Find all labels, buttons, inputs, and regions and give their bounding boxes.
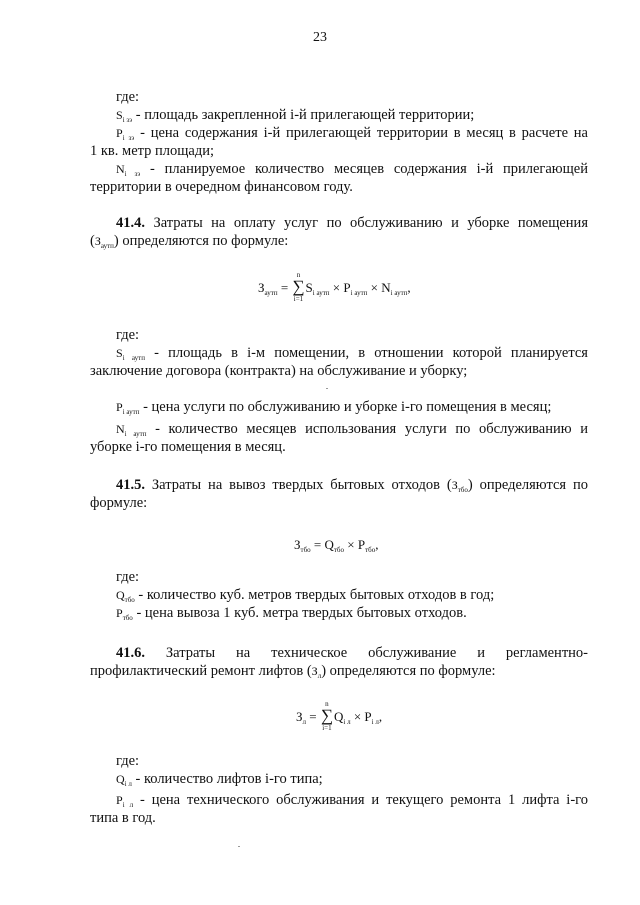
variable: $З_{аутп}$ (94, 234, 114, 250)
where-label: где: (116, 569, 140, 585)
definition-continuation: типа в год. (90, 810, 156, 826)
definition-line: $P_{i зэ}$ - цена содержания i-й прилегающей территории в месяц в расчете на (116, 125, 588, 142)
section-heading-continuation: формуле: (90, 495, 148, 511)
definition-line: $N_{i зэ}$ - планируемое количество месяцев содержания i-й прилегающей (116, 161, 588, 178)
variable: $N_{i зэ}$ (116, 162, 141, 178)
variable: $S_{i зэ}$ (116, 108, 133, 124)
sum-symbol: ∑ n i=1 (320, 700, 333, 732)
variable: $P_{i л}$ (116, 793, 134, 809)
formula: $З_{аутп}$ = ∑ n i=1 $S_{i аутп} \times P_{i аутп} \times N_{i аутп}$, (258, 271, 411, 303)
formula: $З_{тбо} = Q_{тбо} \times P_{тбо}$, (294, 537, 379, 554)
variable: $N_{i аутп}$ (116, 422, 147, 438)
where-label: где: (116, 753, 140, 769)
variable: $P_{i аутп}$ (116, 400, 140, 416)
variable: $P_{тбо}$ (116, 606, 133, 622)
definition-line: $N_{i аутп}$ - количество месяцев использования услуги по обслуживанию и (116, 421, 588, 438)
sum-symbol: ∑ n i=1 (292, 271, 305, 303)
scan-speck (326, 388, 328, 389)
scan-speck (238, 846, 240, 847)
variable: $P_{i зэ}$ (116, 126, 135, 142)
section-heading-continuation: $(З_{аутп})$ определяются по формуле: (90, 233, 289, 250)
definition-line: $P_{i аутп}$ - цена услуги по обслуживанию и уборке i-го помещения в месяц; (116, 399, 552, 416)
page-number: 23 (313, 30, 327, 45)
definition-line: $Q_{тбо}$ - количество куб. метров твердых бытовых отходов в год; (116, 587, 495, 604)
definition-continuation: 1 кв. метр площади; (90, 143, 215, 159)
definition-line: $S_{i зэ}$ - площадь закрепленной i-й прилегающей территории; (116, 107, 475, 124)
section-number: 41.4. (116, 215, 145, 231)
definition-line: $P_{i л}$ - цена технического обслуживания и текущего ремонта 1 лифта i-го (116, 792, 588, 809)
section-heading: 41.5. Затраты на вывоз твердых бытовых отходов $(З_{тбо})$ определяются по (116, 477, 588, 494)
where-label: где: (116, 327, 140, 343)
section-heading: 41.6. Затраты на техническое обслуживание и регламентно- (116, 645, 588, 661)
definition-line: $P_{тбо}$ - цена вывоза 1 куб. метра твердых бытовых отходов. (116, 605, 467, 622)
variable: $S_{i аутп}$ (116, 346, 145, 362)
definition-line: $S_{i аутп}$ - площадь в i-м помещении, в отношении которой планируется (116, 345, 588, 362)
where-label: где: (116, 89, 140, 105)
definition-continuation: территории в очередном финансовом году. (90, 179, 353, 195)
variable: $Q_{тбо}$ (116, 588, 135, 604)
variable: $З_л$ (311, 664, 322, 680)
formula: $З_л$ = ∑ n i=1 $Q_{i л} \times P_{i л}$, (296, 700, 383, 732)
definition-continuation: заключение договора (контракта) на обслуживание и уборку; (90, 363, 468, 379)
variable: $Q_{i л}$ (116, 772, 132, 788)
definition-continuation: уборке i-го помещения в месяц. (90, 439, 286, 455)
section-heading-continuation: профилактический ремонт лифтов $(З_л)$ определяются по формуле: (90, 663, 496, 680)
section-number: 41.6. (116, 645, 145, 661)
section-number: 41.5. (116, 477, 145, 493)
variable: $З_{тбо}$ (451, 478, 468, 494)
section-heading: 41.4. Затраты на оплату услуг по обслуживанию и уборке помещения (116, 215, 588, 231)
definition-line: $Q_{i л}$ - количество лифтов i-го типа; (116, 771, 323, 788)
